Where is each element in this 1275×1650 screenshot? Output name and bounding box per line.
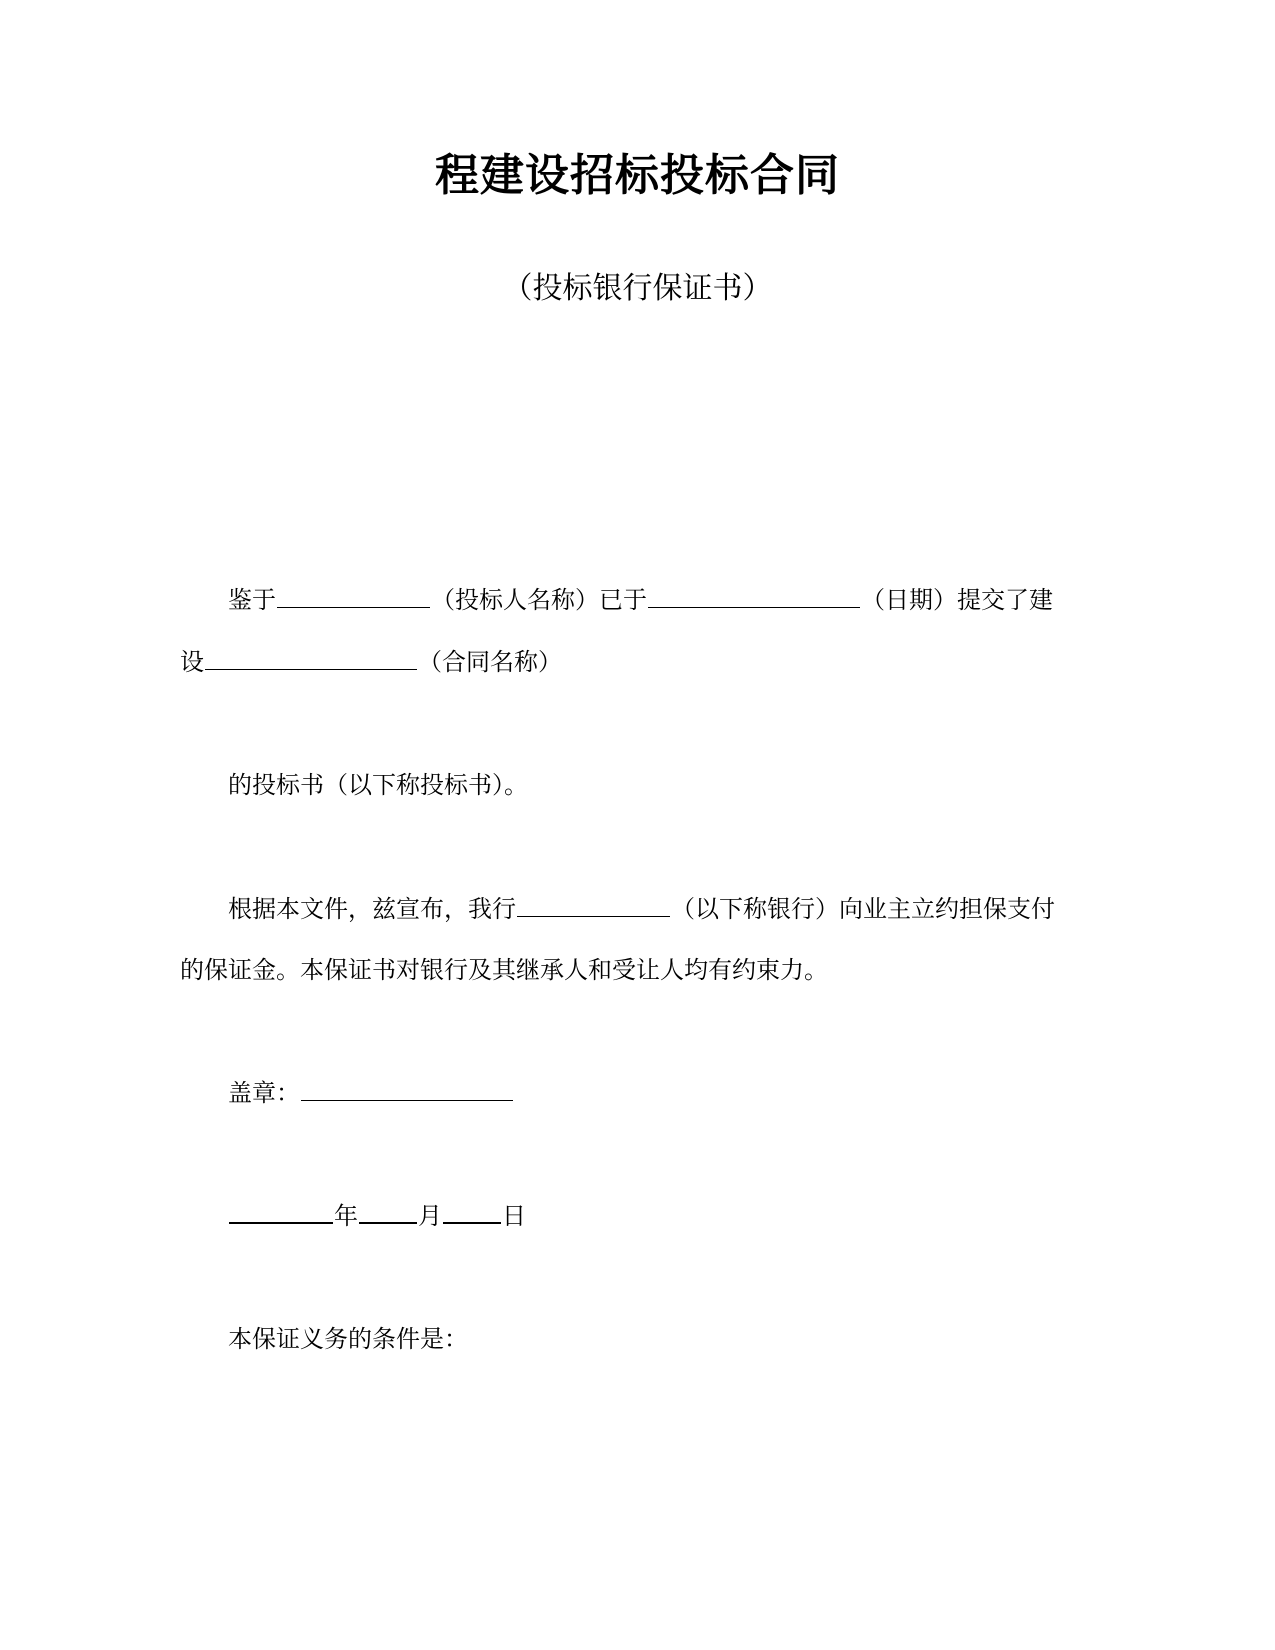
- para1-line1: [228, 584, 1053, 616]
- contract-name-blank[interactable]: [205, 647, 417, 670]
- para1-text-d: 设: [180, 648, 204, 676]
- bidder-name-blank[interactable]: [277, 585, 430, 608]
- month-blank[interactable]: [359, 1200, 417, 1224]
- conditions-line: 本保证义务的条件是：: [228, 1325, 468, 1353]
- para1-line2: [180, 646, 562, 678]
- para3-line1: [228, 893, 1055, 925]
- seal-blank[interactable]: [301, 1078, 513, 1101]
- document-subtitle: （投标银行保证书）: [502, 271, 773, 306]
- month-label: 月: [418, 1202, 442, 1230]
- para3-text-a: 根据本文件，兹宣布，我行: [228, 895, 516, 923]
- seal-label: 盖章：: [228, 1079, 300, 1107]
- document-title: 程建设招标投标合同: [435, 150, 840, 201]
- para1-text-c: （日期）提交了建: [861, 586, 1053, 614]
- year-label: 年: [334, 1202, 358, 1230]
- bank-name-blank[interactable]: [517, 894, 670, 917]
- day-blank[interactable]: [443, 1200, 501, 1224]
- para3-line2: 的保证金。本保证书对银行及其继承人和受让人均有约束力。: [180, 956, 828, 984]
- date-blank[interactable]: [648, 585, 860, 608]
- para2-line: 的投标书（以下称投标书）。: [228, 771, 528, 799]
- para3-text-b: （以下称银行）向业主立约担保支付: [671, 895, 1055, 923]
- seal-line: [228, 1077, 514, 1109]
- para1-text-a: 鉴于: [228, 586, 276, 614]
- para1-text-b: （投标人名称）已于: [431, 586, 647, 614]
- year-blank[interactable]: [229, 1200, 333, 1224]
- date-line: [228, 1200, 526, 1232]
- para1-text-e: （合同名称）: [418, 648, 562, 676]
- day-label: 日: [502, 1202, 526, 1230]
